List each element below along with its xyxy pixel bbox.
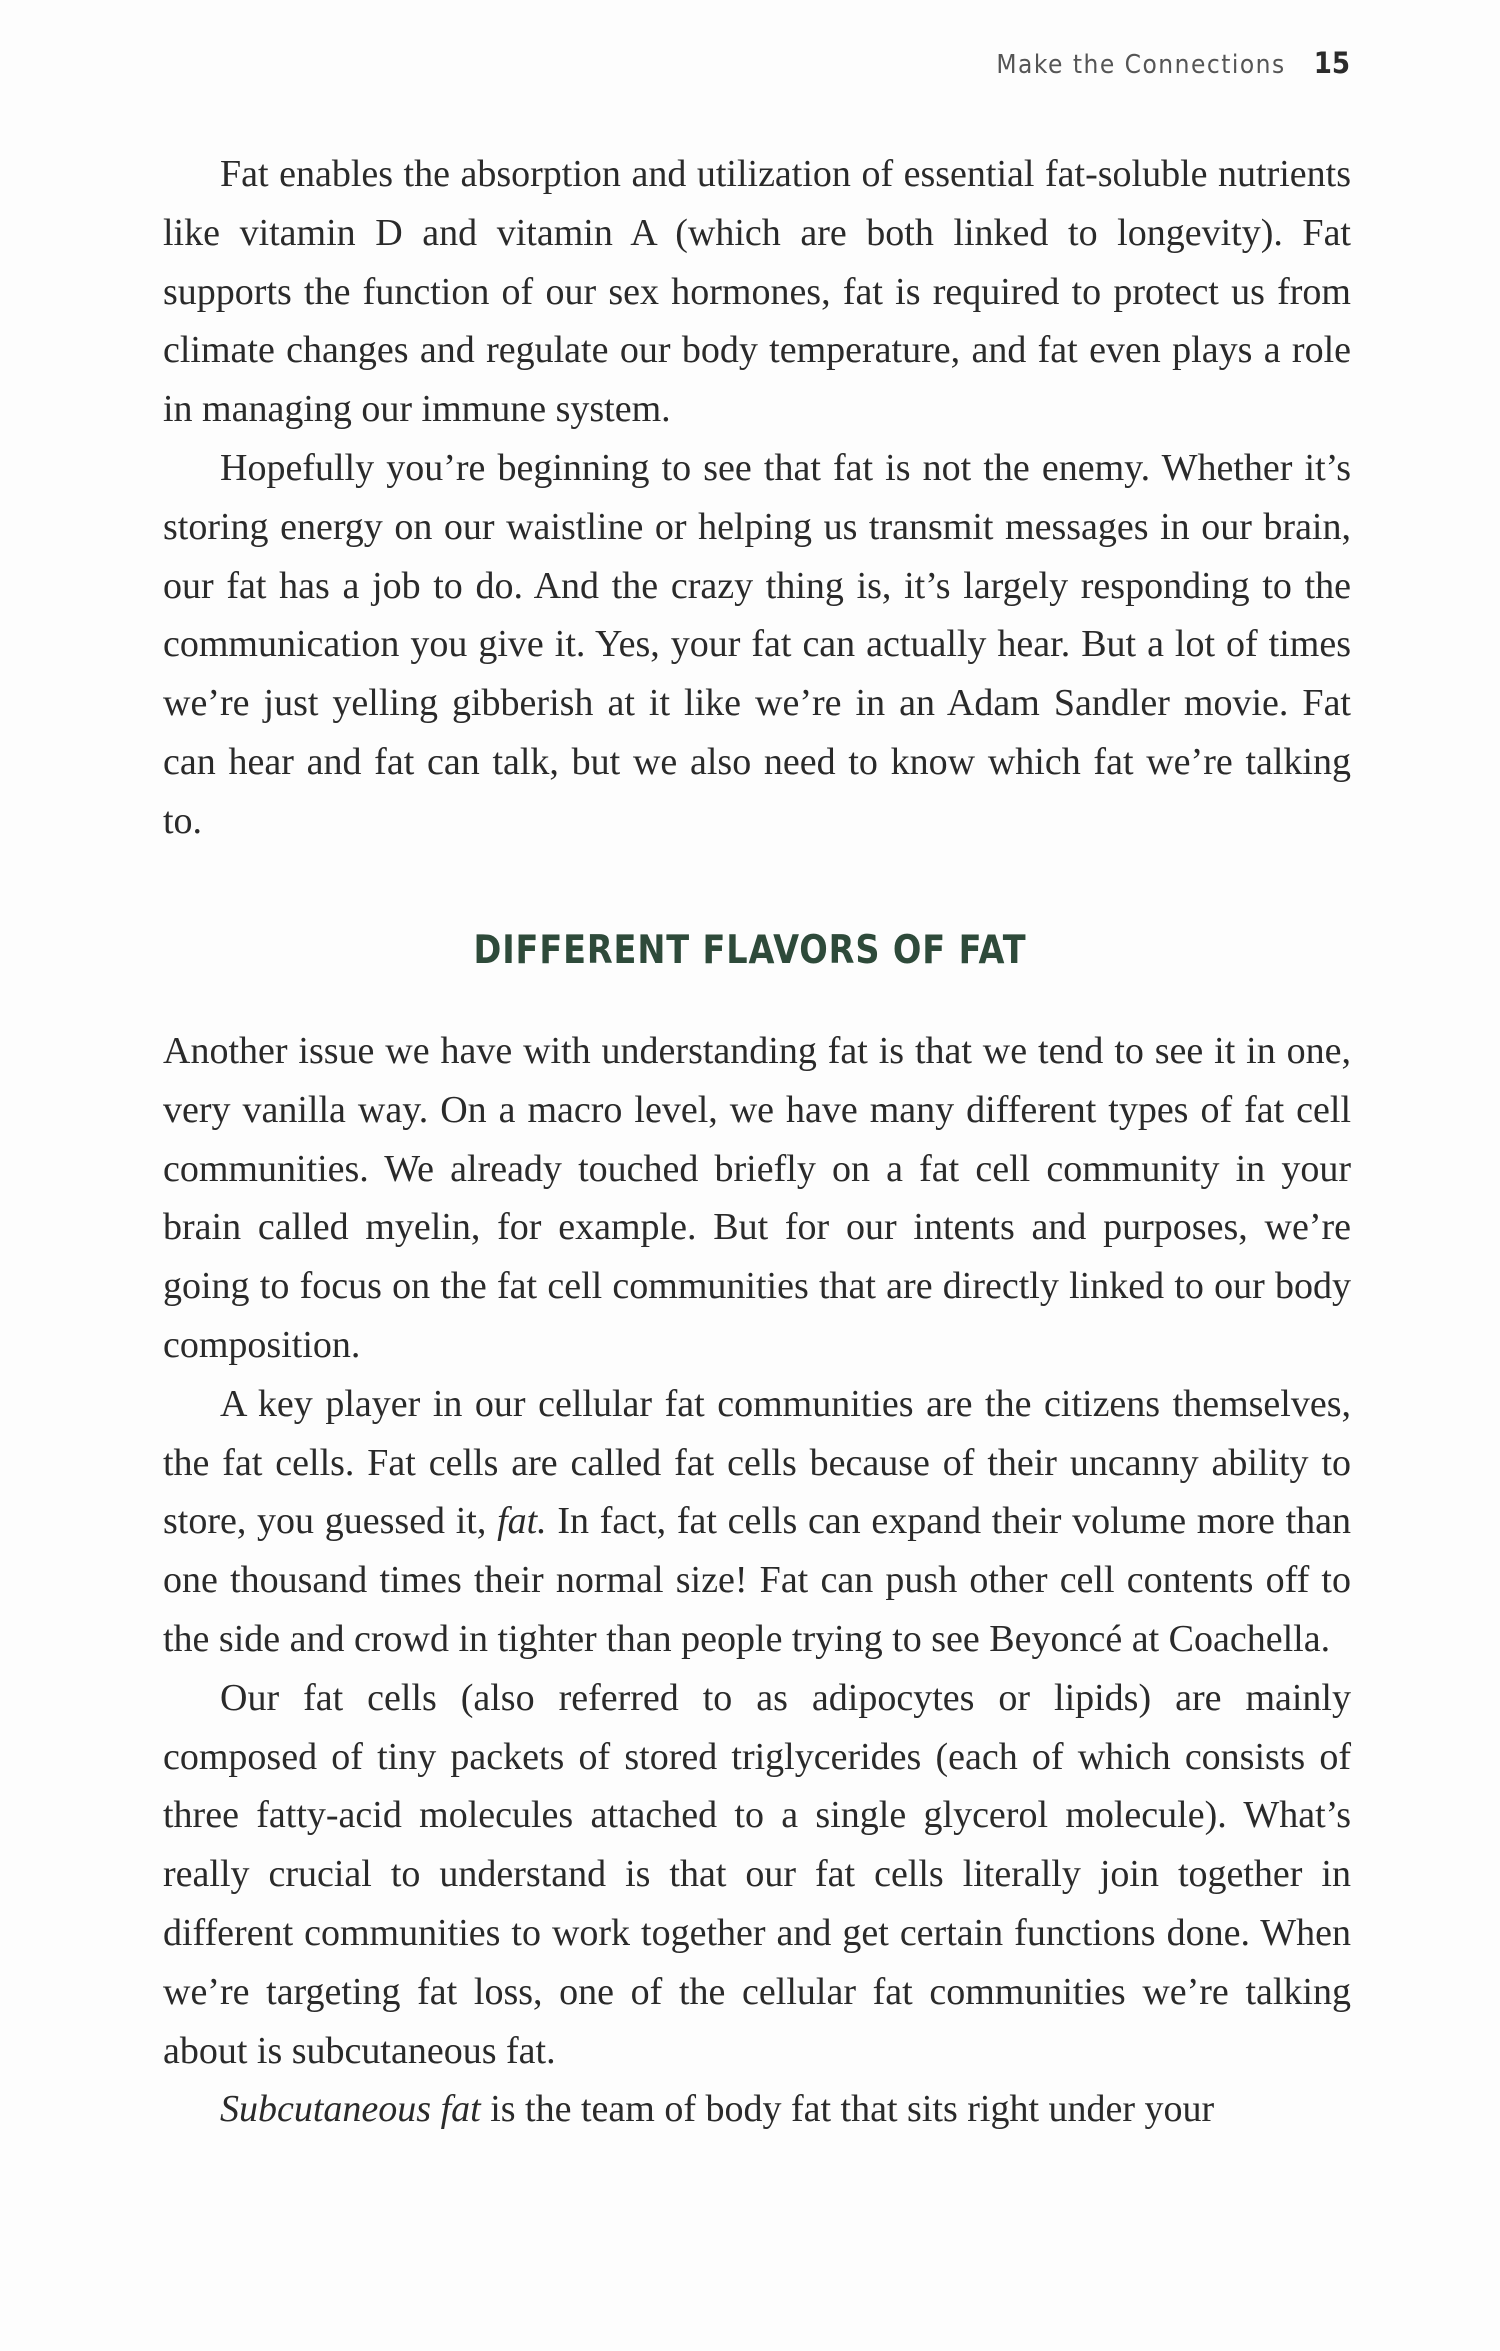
section-text (163, 1022, 1351, 2139)
section-heading: DIFFERENT FLAVORS OF FAT (473, 928, 1027, 973)
paragraph: Hopefully you’re beginning to see that fat is not the enemy. Whether it’s storing energy on our waistline or helping us transmit messages in our brain, our fat has a job to do. And the crazy thing is, it’s largely responding to the communication you give it. Yes, your fat can actually hear. But a lot of times we’re just yelling gibberish at it like we’re in an Adam Sandler movie. Fat can hear and fat can talk, but we also need to know which fat we’re talking to. (163, 446, 1351, 842)
running-head (996, 46, 1350, 80)
paragraph (163, 1375, 1351, 1669)
paragraph-text: A key player in our cellular fat communities are the citizens themselves, the fat cells. Fat cells are called fat cells because of their uncanny ability to store, you guessed it, (163, 1382, 1351, 1543)
term-text: Subcutaneous fat (220, 2088, 481, 2131)
paragraph: Our fat cells (also referred to as adipocytes or lipids) are mainly composed of tiny packets of stored triglycerides (each of which consists of three fatty-acid molecules attached to a single glycerol molecule). What’s really crucial to understand is that our fat cells literally join together in different communities to work together and get certain functions done. When we’re targeting fat loss, one of the cellular fat communities we’re talking about is subcutaneous fat. (163, 1676, 1351, 2072)
paragraph (163, 2080, 1351, 2139)
running-title: Make the Connections (996, 50, 1286, 80)
emphasis-text: fat. (497, 1500, 547, 1543)
paragraph: Fat enables the absorption and utilization of essential fat-soluble nutrients like vitamin D and vitamin A (which are both linked to longevity). Fat supports the function of our sex hormones, fat is required to protect us from climate changes and regulate our body temperature, and fat even plays a role in managing our immune system. (163, 153, 1351, 431)
paragraph-text: In fact, fat cells can expand their volume more than one thousand times their normal size! Fat can push other cell contents off to the side and crowd in tighter than people trying to see Beyoncé at Coachella. (163, 1500, 1351, 1660)
intro-text (163, 145, 1351, 851)
paragraph-text: is the team of body fat that sits right under your (480, 2088, 1215, 2131)
page-number: 15 (1313, 46, 1350, 80)
paragraph: Another issue we have with understanding fat is that we tend to see it in one, very vanilla way. On a macro level, we have many different types of fat cell communities. We already touched briefly on a fat cell community in your brain called myelin, for example. But for our intents and purposes, we’re going to focus on the fat cell communities that are directly linked to our body composition. (163, 1030, 1351, 1366)
